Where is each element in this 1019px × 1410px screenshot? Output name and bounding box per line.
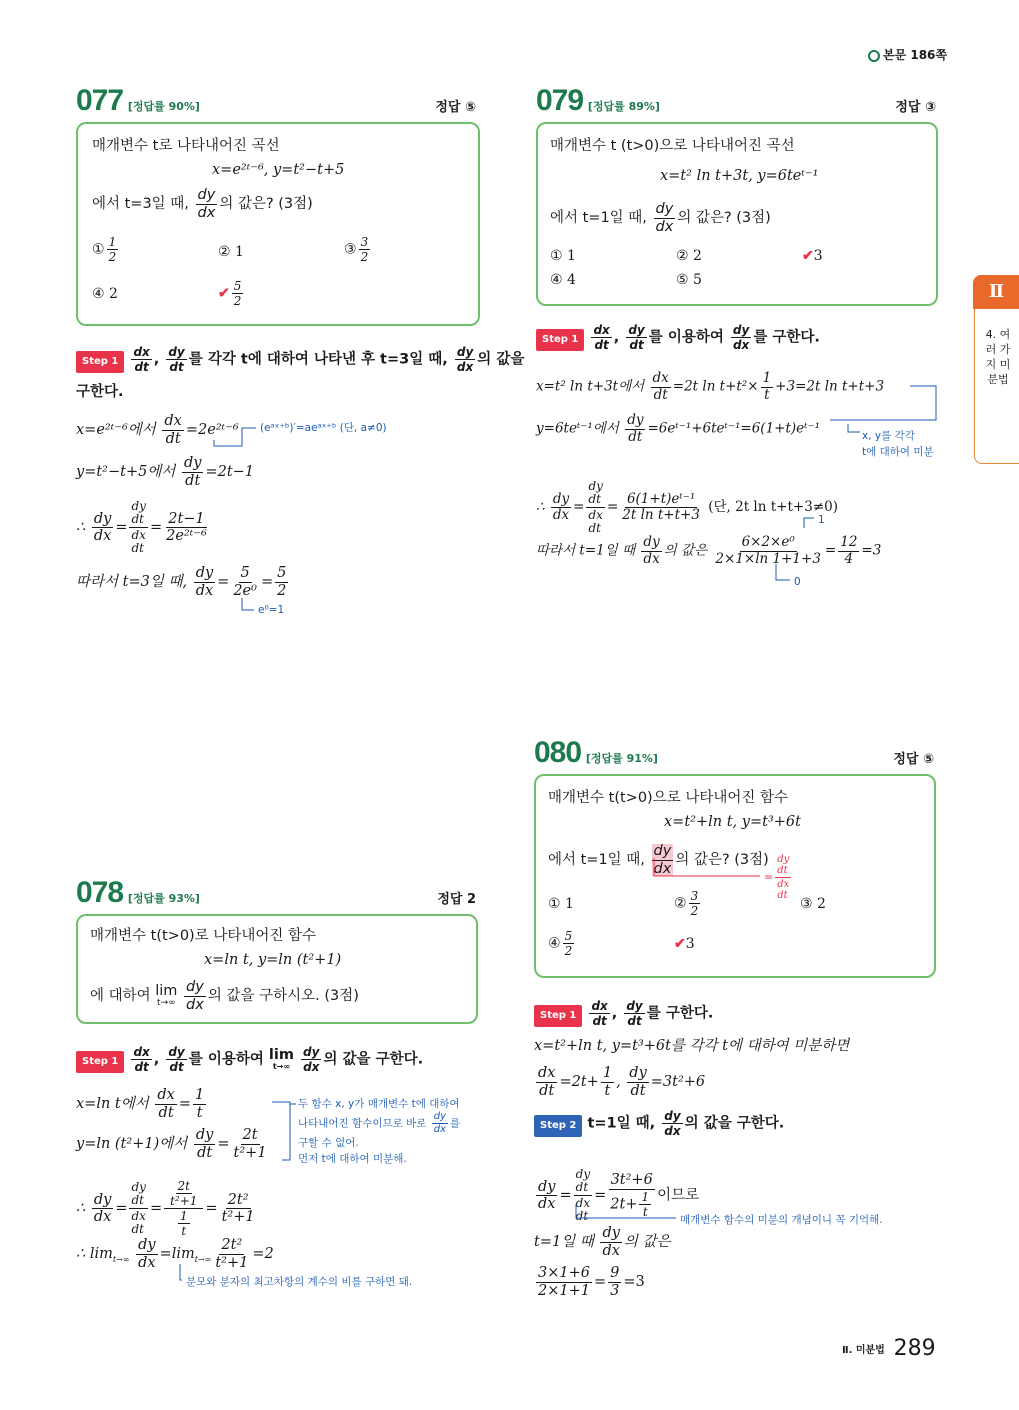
arrow-line bbox=[214, 428, 256, 446]
choice-3[interactable]: ③ 2 bbox=[800, 896, 826, 912]
p080-step2: Step 2 t=1일 때, $\frac{dy}{dx}$ 의 값을 구한다. bbox=[534, 1110, 784, 1137]
problem-078-box: 매개변수 t(t>0)로 나타내어진 함수 x=ln t, y=ln (t²+1) 에 대하여 lim t→∞ $\frac{dy}{dx}$ 의 값을 구하시오. (3점) bbox=[76, 914, 478, 1024]
choice-1[interactable]: ① 1 bbox=[550, 248, 576, 264]
check-icon: ✔ bbox=[674, 936, 686, 952]
choice-5[interactable]: ✔3 bbox=[674, 936, 695, 952]
choice-5[interactable]: ⑤ 5 bbox=[676, 272, 702, 288]
choice-4[interactable]: ④ 4 bbox=[550, 272, 576, 288]
problem-079-box: 매개변수 t (t>0)으로 나타내어진 곡선 x=t² ln t+3t, y=6teᵗ⁻¹ 에서 t=1일 때, $\frac{dy}{dx}$ 의 값은? (3점) ① 1 ② 2 ✔3 ④ 4 ⑤ 5 bbox=[536, 122, 938, 306]
choice-3[interactable]: ③ $\frac{3}{2}$ bbox=[344, 235, 369, 264]
problem-080-box: 매개변수 t(t>0)으로 나타내어진 함수 x=t²+ln t, y=t³+6t 에서 t=1일 때, $\frac{dy}{dx}$ 의 값은? (3점) = dy dt dx dt ① 1 ② $\frac{3}{2}$ ③ 2 ④ $\frac{5}{2}$ ✔3 bbox=[534, 774, 936, 978]
arrow-line bbox=[576, 1204, 676, 1218]
arrow-line bbox=[848, 424, 860, 432]
bracket-line bbox=[830, 386, 936, 420]
footer: Ⅱ. 미분법 289 bbox=[842, 1336, 936, 1361]
p080-step1: Step 1 $\frac{dx}{dt}$ , $\frac{dy}{dt}$ 를 구한다. bbox=[534, 1000, 713, 1027]
problem-080-header: 080 [정답률 91%] 정답 ⑤ bbox=[534, 736, 934, 769]
choice-4[interactable]: ④ $\frac{5}{2}$ bbox=[548, 929, 573, 958]
problem-079-header: 079 [정답률 89%] 정답 ③ bbox=[536, 84, 936, 117]
fraction-dydx: $\frac{dy}{dx}$ bbox=[197, 187, 216, 221]
arrow-line bbox=[804, 518, 814, 528]
page-ref: 본문 186쪽 bbox=[868, 46, 947, 63]
check-icon: ✔ bbox=[218, 285, 230, 302]
p078-step1: Step 1 $\frac{dx}{dt}$ , $\frac{dy}{dt}$ 를 이용하여 lim t→∞ $\frac{dy}{dx}$ 의 값을 구한다. bbox=[76, 1046, 423, 1073]
arrow-line bbox=[242, 598, 254, 610]
choice-2[interactable]: ② 2 bbox=[676, 248, 702, 264]
problem-077-box: 매개변수 t로 나타내어진 곡선 x=e²ᵗ⁻⁶, y=t²−t+5 에서 t=3일 때, $\frac{dy}{dx}$ 의 값은? (3점) ① $\frac{1}{2}$ ② 1 ③ $\frac{3}{2}$ ④ 2 ✔ $\frac{5}{2}$ bbox=[76, 122, 480, 326]
chapter-roman: Ⅱ bbox=[973, 275, 1019, 309]
choice-2[interactable]: ② 1 bbox=[218, 244, 244, 260]
arrow-line bbox=[776, 564, 790, 580]
p077-step1: Step 1 $\frac{dx}{dt}$ , $\frac{dy}{dt}$ 를 각각 t에 대하여 나타낸 후 t=3일 때, $\frac{dy}{dx}$ 의 값을 bbox=[76, 346, 524, 373]
chapter-title: 4. 여러 가지 미분법 bbox=[985, 328, 1011, 386]
choice-3[interactable]: ✔3 bbox=[802, 248, 823, 264]
p079-step1: Step 1 $\frac{dx}{dt}$ , $\frac{dy}{dt}$ 를 이용하여 $\frac{dy}{dx}$ 를 구한다. bbox=[536, 324, 820, 351]
choice-2[interactable]: ② $\frac{3}{2}$ bbox=[674, 889, 699, 918]
choice-1[interactable]: ① 1 bbox=[548, 896, 574, 912]
problem-078-header: 078 [정답률 93%] 정답 2 bbox=[76, 876, 476, 909]
problem-077-header: 077 [정답률 90%] 정답 ⑤ bbox=[76, 84, 476, 117]
choice-5[interactable]: ✔ $\frac{5}{2}$ bbox=[218, 279, 242, 308]
choice-4[interactable]: ④ 2 bbox=[92, 286, 118, 302]
choice-1[interactable]: ① $\frac{1}{2}$ bbox=[92, 235, 117, 264]
bracket-line bbox=[272, 1102, 290, 1160]
arrow-line bbox=[180, 1264, 182, 1280]
check-icon: ✔ bbox=[802, 248, 814, 264]
pink-arrow-line bbox=[654, 858, 760, 876]
